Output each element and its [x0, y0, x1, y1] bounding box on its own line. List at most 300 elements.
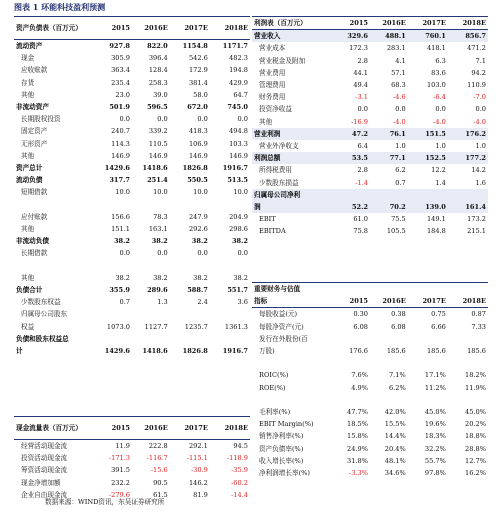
table-row	[14, 247, 250, 259]
value-cell	[408, 357, 448, 369]
row-label: ROIC(%)	[259, 371, 289, 380]
value-cell: -16.9	[351, 117, 368, 126]
value-cell: 1154.8	[182, 42, 208, 50]
row-label: 利润总额	[252, 152, 332, 164]
value-cell: 52.2	[332, 201, 370, 213]
cashflow-grid	[14, 417, 250, 501]
value-cell: 12.2	[431, 166, 446, 175]
table-row	[14, 186, 250, 198]
value-cell: 172.3	[349, 44, 368, 53]
value-cell: 17.1%	[424, 371, 446, 380]
value-cell: 34.6%	[384, 469, 406, 478]
value-cell: 11.9%	[465, 383, 486, 392]
table-row	[14, 211, 250, 223]
value-cell: 38.2	[153, 273, 168, 282]
value-cell: 78.3	[153, 212, 168, 221]
value-cell: 38.2	[231, 237, 248, 246]
value-cell: -35.9	[231, 466, 248, 475]
value-cell: 418.1	[426, 44, 446, 53]
value-cell: 146.9	[148, 151, 168, 160]
row-label: 归属母公司净利	[252, 189, 332, 201]
value-cell: 745.0	[227, 103, 248, 112]
row-label: 其他	[21, 225, 35, 234]
year-header-cell: 2015	[111, 423, 130, 432]
row-label: EBIT Margin(%)	[259, 420, 314, 429]
ratios-grid	[252, 283, 488, 479]
row-label: 应付账款	[21, 212, 48, 221]
row-label: 毛利率(%)	[259, 408, 291, 416]
value-cell: 588.7	[187, 286, 208, 295]
table-row	[14, 174, 250, 186]
table-row	[14, 162, 250, 174]
table-row	[14, 199, 250, 211]
row-label: 收入增长率(%)	[259, 456, 304, 465]
row-label: 每股收益(元)	[259, 310, 298, 319]
value-cell: 28.8%	[465, 444, 486, 453]
value-cell	[332, 189, 370, 201]
table-row	[252, 369, 488, 381]
value-cell	[170, 308, 210, 320]
value-cell	[210, 308, 250, 320]
value-cell: 10.0	[153, 188, 168, 197]
row-label: 现金	[21, 54, 35, 63]
table-row	[252, 321, 488, 333]
row-label: 现金净增加额	[21, 478, 61, 487]
row-label: 营业外净收支	[259, 142, 299, 151]
value-cell	[370, 357, 408, 369]
table-row	[252, 67, 488, 79]
row-label: 每股净资产(元)	[259, 322, 304, 331]
table-header-row	[14, 417, 250, 440]
value-cell: 75.8	[353, 227, 368, 236]
value-cell: 429.9	[229, 78, 248, 87]
value-cell	[132, 333, 170, 345]
table-row	[14, 77, 250, 89]
year-header-cell: 2018E	[224, 23, 248, 32]
value-cell	[448, 333, 488, 345]
row-label: 其他	[21, 273, 35, 282]
value-cell: 6.2	[395, 166, 406, 175]
value-cell: 176.6	[349, 347, 368, 356]
table-row	[14, 308, 250, 320]
table-row	[252, 406, 488, 418]
row-label: 负债合计	[16, 286, 43, 295]
value-cell: 94.2	[471, 68, 486, 77]
table-row	[252, 42, 488, 54]
value-cell: 146.2	[188, 478, 208, 487]
value-cell: 317.7	[109, 176, 130, 185]
value-cell: 1418.6	[142, 164, 168, 173]
value-cell: 156.6	[111, 212, 130, 221]
value-cell: -14.4	[231, 490, 248, 499]
table-row	[252, 128, 488, 140]
row-label: 发行在外股份(百	[259, 334, 308, 343]
table-title-cell: 资产负债表（百万元）	[16, 23, 82, 32]
row-label: 净利润增长率(%)	[259, 469, 310, 478]
value-cell: 6.08	[353, 322, 368, 331]
value-cell: 18.3%	[424, 432, 446, 441]
table-row	[14, 296, 250, 308]
value-cell: 4.1	[395, 56, 406, 65]
value-cell: 0.0	[435, 105, 446, 114]
table-row	[252, 152, 488, 164]
value-cell: 4.9%	[351, 383, 368, 392]
value-cell: 0.0	[119, 249, 130, 258]
value-cell: 0.7	[395, 178, 406, 187]
value-cell: 215.1	[467, 227, 486, 236]
row-label: 存货	[21, 78, 35, 87]
year-header-cell: 2015	[349, 19, 368, 27]
value-cell: 0.38	[391, 310, 406, 319]
value-cell: 283.1	[386, 44, 406, 53]
value-cell: 927.8	[109, 42, 130, 50]
row-label: 少数股东损益	[259, 178, 299, 187]
value-cell: 10.0	[233, 188, 248, 197]
value-cell: 381.4	[188, 78, 208, 87]
value-cell: 0.0	[197, 249, 208, 258]
value-cell: 247.9	[188, 212, 208, 221]
value-cell: 90.5	[153, 478, 168, 487]
value-cell	[170, 333, 210, 345]
value-cell	[210, 260, 250, 272]
row-label: 销售净利率(%)	[259, 432, 304, 441]
cash-flow-table	[14, 416, 250, 501]
value-cell: 47.7%	[347, 408, 368, 416]
value-cell: 11.9	[115, 442, 130, 450]
table-row	[252, 140, 488, 152]
balance-grid	[14, 17, 250, 357]
value-cell: 292.1	[188, 442, 208, 450]
value-cell	[94, 308, 132, 320]
value-cell: 305.9	[111, 54, 130, 63]
table-row	[252, 308, 488, 321]
value-cell: 81.9	[193, 490, 208, 499]
value-cell: 0.7	[119, 298, 130, 307]
value-cell: 1.0	[435, 142, 446, 151]
row-label: 少数股东权益	[21, 298, 61, 307]
value-cell: 822.0	[147, 42, 168, 50]
value-cell: 1.6	[475, 178, 486, 187]
value-cell: 1.0	[395, 142, 406, 151]
value-cell	[408, 333, 448, 345]
table-row	[252, 225, 488, 237]
value-cell: 18.2%	[465, 371, 486, 380]
value-cell: 68.3	[391, 81, 406, 90]
value-cell	[132, 308, 170, 320]
value-cell	[448, 394, 488, 406]
row-label: 所得税费用	[259, 166, 292, 175]
row-label: 负债和股东权益总	[16, 334, 69, 343]
value-cell: 1916.7	[222, 164, 248, 173]
value-cell: 3.6	[237, 298, 248, 307]
value-cell: 14.2	[471, 166, 486, 175]
value-cell: 176.2	[448, 128, 488, 140]
value-cell: 151.5	[408, 128, 448, 140]
value-cell: 76.1	[370, 128, 408, 140]
value-cell	[408, 394, 448, 406]
table-row	[14, 125, 250, 137]
value-cell: 1.4	[435, 178, 446, 187]
value-cell: 139.0	[408, 201, 448, 213]
value-cell: 103.0	[426, 81, 446, 90]
row-label	[252, 357, 332, 369]
year-header-cell: 2018E	[462, 297, 486, 306]
value-cell: 0.0	[197, 115, 208, 124]
value-cell: 20.4%	[384, 444, 406, 453]
value-cell: 151.1	[111, 225, 130, 234]
value-cell: 235.4	[111, 78, 130, 87]
value-cell: -7.0	[473, 93, 486, 102]
value-cell	[170, 199, 210, 211]
year-header-cell: 2017E	[422, 19, 446, 27]
value-cell: 0.0	[395, 105, 406, 114]
value-cell: 1.3	[157, 298, 168, 307]
value-cell: 61.5	[153, 490, 168, 499]
financial-ratios-table	[252, 282, 488, 479]
value-cell: 57.1	[391, 68, 406, 77]
table-row	[14, 235, 250, 247]
value-cell: 2.8	[357, 56, 368, 65]
row-label: 无形资产	[21, 139, 48, 148]
value-cell: 163.1	[148, 225, 168, 234]
value-cell: 391.5	[111, 466, 130, 475]
value-cell: 471.2	[467, 44, 486, 53]
value-cell	[332, 333, 370, 345]
value-cell: 0.0	[475, 105, 486, 114]
value-cell: 0.0	[119, 115, 130, 124]
value-cell: 161.4	[448, 201, 488, 213]
value-cell: 0.0	[237, 115, 248, 124]
table-row	[14, 477, 250, 489]
value-cell: 19.6%	[424, 420, 446, 429]
value-cell: -60.2	[231, 478, 248, 487]
value-cell: 7.6%	[351, 371, 368, 380]
value-cell: 38.2	[151, 237, 168, 246]
table-group-label: 重要财务与估值	[254, 285, 301, 293]
value-cell: 1418.6	[142, 347, 168, 356]
value-cell: 0.87	[471, 310, 486, 319]
value-cell: 38.2	[191, 237, 208, 246]
row-label: 管理费用	[259, 81, 286, 90]
row-label: 固定资产	[21, 127, 48, 136]
value-cell: 363.4	[111, 66, 130, 75]
value-cell: 10.0	[115, 188, 130, 197]
income-grid	[252, 17, 488, 238]
year-header-cell: 2018E	[224, 423, 248, 432]
value-cell: 7.1%	[388, 371, 406, 380]
value-cell: 53.5	[332, 152, 370, 164]
table-title-cell: 指标	[254, 297, 268, 306]
value-cell: 106.9	[188, 139, 208, 148]
value-cell: -3.3%	[349, 469, 368, 478]
table-row	[14, 138, 250, 150]
table-row	[252, 103, 488, 115]
value-cell: 1916.7	[222, 347, 248, 356]
value-cell: 856.7	[448, 30, 488, 43]
row-label	[14, 260, 94, 272]
year-header-cell: 2016E	[382, 297, 406, 306]
year-header-cell: 2015	[349, 297, 368, 306]
value-cell: 482.3	[229, 54, 248, 63]
value-cell: 6.4	[357, 142, 368, 151]
table-row	[252, 79, 488, 91]
value-cell: 103.3	[229, 139, 248, 148]
value-cell: 146.9	[188, 151, 208, 160]
value-cell: 513.5	[227, 176, 248, 185]
value-cell: -4.0	[473, 117, 486, 126]
value-cell: 152.5	[408, 152, 448, 164]
value-cell: 339.2	[148, 127, 168, 136]
row-label: 投资净收益	[259, 105, 292, 114]
value-cell: 61.0	[353, 215, 368, 224]
value-cell: 58.0	[193, 90, 208, 99]
table-row	[14, 64, 250, 76]
value-cell: -4.0	[433, 117, 446, 126]
table-row	[14, 345, 250, 357]
table-row	[252, 418, 488, 430]
row-label: 长期借款	[21, 249, 48, 258]
year-header-cell: 2016E	[144, 423, 168, 432]
value-cell: 292.6	[188, 225, 208, 234]
value-cell: 194.8	[229, 66, 248, 75]
row-label: 资产负债率(%)	[259, 444, 304, 453]
row-label: 润	[252, 201, 332, 213]
table-row	[14, 89, 250, 101]
row-label: 筹资活动现金流	[21, 466, 68, 475]
value-cell: -118.9	[226, 454, 248, 463]
value-cell: 0.0	[237, 249, 248, 258]
value-cell	[370, 189, 408, 201]
table-row	[252, 189, 488, 201]
table-row	[252, 164, 488, 176]
value-cell: 1826.8	[182, 347, 208, 356]
row-label: 其他	[21, 151, 35, 160]
value-cell: 83.6	[431, 68, 446, 77]
value-cell: 110.5	[148, 139, 168, 148]
table-row	[14, 150, 250, 162]
value-cell: 45.0%	[465, 408, 486, 416]
table-header-row	[252, 17, 488, 30]
table-row	[14, 333, 250, 345]
value-cell: -1.4	[355, 178, 368, 187]
table-header-row	[252, 295, 488, 308]
table-row	[252, 345, 488, 357]
value-cell: 0.0	[157, 249, 168, 258]
value-cell	[448, 357, 488, 369]
value-cell: 185.6	[467, 347, 486, 356]
table-row	[252, 357, 488, 369]
value-cell: 75.5	[391, 215, 406, 224]
row-label	[252, 394, 332, 406]
table-row	[14, 452, 250, 464]
value-cell: 204.9	[229, 212, 248, 221]
table-row	[14, 440, 250, 453]
value-cell	[132, 260, 170, 272]
row-label: 非流动负债	[16, 237, 49, 246]
year-header-cell: 2016E	[144, 23, 168, 32]
table-row	[252, 430, 488, 442]
data-source-note: 数据来源：WIND资讯，东吴证券研究所	[45, 498, 165, 506]
value-cell: 1429.6	[104, 164, 130, 173]
value-cell: 240.7	[111, 127, 130, 136]
table-row	[14, 284, 250, 296]
value-cell: 38.2	[193, 273, 208, 282]
value-cell: 20.2%	[465, 420, 486, 429]
row-label: 短期借款	[21, 188, 48, 197]
value-cell: 18.5%	[347, 420, 368, 429]
value-cell	[170, 260, 210, 272]
table-row	[252, 455, 488, 467]
row-label: 流动负债	[16, 176, 43, 185]
value-cell	[408, 189, 448, 201]
value-cell: 6.66	[431, 322, 446, 331]
value-cell: 45.0%	[424, 408, 446, 416]
table-row	[14, 464, 250, 476]
row-label: EBIT	[259, 215, 276, 224]
value-cell: 418.3	[188, 127, 208, 136]
year-header-cell: 2018E	[462, 19, 486, 27]
value-cell: 355.9	[109, 286, 130, 295]
value-cell: 184.8	[426, 227, 446, 236]
value-cell: 258.3	[148, 78, 168, 87]
value-cell	[332, 357, 370, 369]
value-cell: 6.2%	[388, 383, 406, 392]
table-row	[14, 52, 250, 64]
table-row	[252, 30, 488, 43]
value-cell: 542.6	[188, 54, 208, 63]
row-label: 营业收入	[252, 30, 332, 43]
value-cell: 0.0	[157, 115, 168, 124]
value-cell: -115.1	[186, 454, 208, 463]
table-row	[252, 177, 488, 189]
value-cell: 6.3	[435, 56, 446, 65]
value-cell: 49.4	[353, 81, 368, 90]
table-row	[252, 382, 488, 394]
value-cell	[132, 199, 170, 211]
value-cell: 396.4	[148, 54, 168, 63]
row-label: 财务费用	[259, 93, 286, 102]
table-row	[14, 113, 250, 125]
value-cell: 38.2	[115, 273, 130, 282]
table-row	[252, 116, 488, 128]
value-cell: 38.2	[233, 273, 248, 282]
value-cell: 501.9	[109, 103, 130, 112]
value-cell: 1127.7	[144, 322, 168, 331]
value-cell: 12.7%	[465, 456, 486, 465]
value-cell: 0.0	[357, 105, 368, 114]
value-cell: 15.8%	[347, 432, 368, 441]
value-cell	[448, 189, 488, 201]
value-cell: -171.3	[108, 454, 130, 463]
value-cell	[370, 333, 408, 345]
value-cell	[332, 394, 370, 406]
value-cell: 232.2	[111, 478, 130, 487]
value-cell: 44.1	[353, 68, 368, 77]
value-cell: 251.4	[147, 176, 168, 185]
value-cell: 70.2	[370, 201, 408, 213]
year-header-cell: 2017E	[184, 423, 208, 432]
row-label: 资产总计	[16, 164, 43, 173]
value-cell: -3.1	[355, 93, 368, 102]
row-label: 权益	[21, 322, 35, 331]
value-cell: 185.6	[386, 347, 406, 356]
table-row	[14, 40, 250, 53]
value-cell: 7.33	[471, 322, 486, 331]
value-cell: 760.1	[408, 30, 448, 43]
value-cell: 488.1	[370, 30, 408, 43]
table-row	[14, 223, 250, 235]
year-header-cell: 2015	[111, 23, 130, 32]
